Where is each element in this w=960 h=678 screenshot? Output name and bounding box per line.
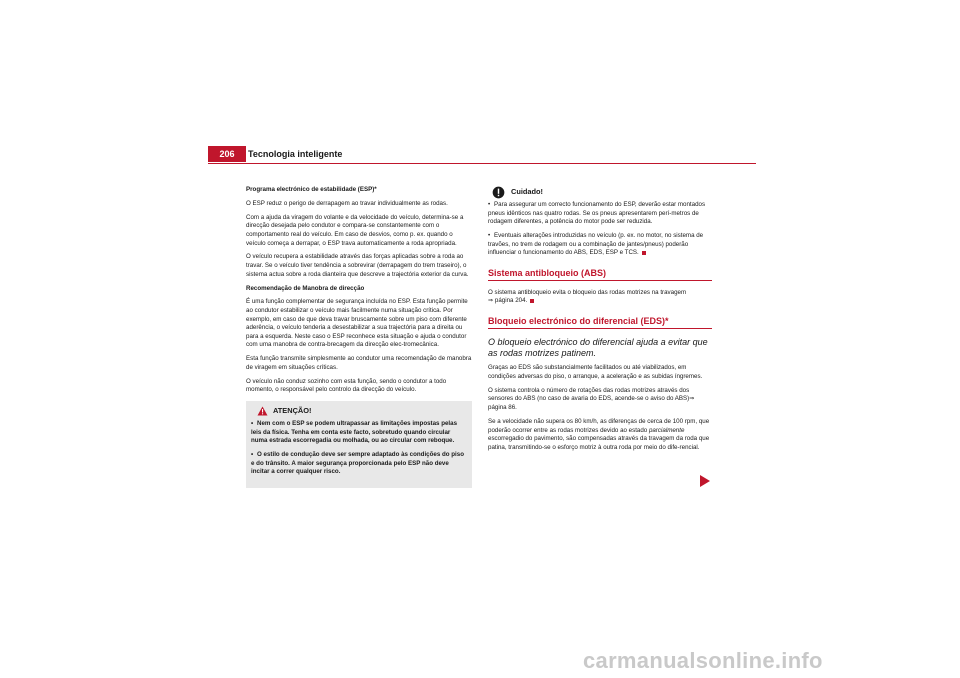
eds-paragraph-1: Graças ao EDS são substancialmente facilitados ou até viabilizados, em condições adversas do piso, o arranque, a aceleração e as subidas íngremes. xyxy=(488,364,703,380)
caution-title: Cuidado! xyxy=(511,187,544,197)
exclamation-circle-icon xyxy=(492,186,505,199)
warning-item: • Nem com o ESP se podem ultrapassar as limitações impostas pelas leis da física. Tenha em conta este facto, sobretudo quando circular numa estrada escorregadia ou molhada, ou ao circular com reboque. xyxy=(251,419,458,445)
manobra-heading: Recomendação de Manobra de direcção xyxy=(246,284,365,292)
abs-paragraph: O sistema antibloqueio evita o bloqueio das rodas motrizes na travagem ⇒ página 204. xyxy=(488,288,687,305)
bullet-icon: • xyxy=(488,232,491,240)
bullet-icon: • xyxy=(251,419,254,427)
caution-item: • Eventuais alterações introduzidas no veículo (p. ex. no motor, no sistema de travões, no trem de rodagem ou a combinação de jantes/pneus) poderão influenciar o funcionamento do ABS, EDS, ESP e TCS. xyxy=(488,232,704,257)
warning-item: • O estilo de condução deve ser sempre adaptado às condições do piso e do trânsito. A maior segurança proporcionada pelo ESP não deve incitar a correr qualquer risco. xyxy=(251,451,464,476)
warning-title: ATENÇÃO! xyxy=(273,405,312,415)
watermark: carmanualsonline.info xyxy=(583,648,823,673)
header-divider xyxy=(208,163,756,164)
right-column xyxy=(488,186,712,458)
manobra-paragraph-1: É uma função complementar de segurança incluída no ESP. Esta função permite ao condutor estabilizar o veículo mais facilmente numa situação crítica. Por exemplo, em caso de que deva travar bruscamente sobre um piso com diferente aderência, o veículo tenderia a desestabilizar a sua trajectória para a direita ou para a esquerda. Neste caso o ESP reconhece esta situação e ajuda o condutor com uma manobra de contra-brecagem da direcção elec-tromecânica. xyxy=(246,298,468,349)
esp-heading: Programa electrónico de estabilidade (ESP)* xyxy=(246,186,377,193)
left-column xyxy=(246,186,472,488)
end-of-section-icon xyxy=(642,251,646,255)
next-page-arrow-icon[interactable] xyxy=(700,475,710,487)
chapter-title: Tecnologia inteligente xyxy=(248,149,343,159)
manobra-paragraph-2: Esta função transmite simplesmente ao condutor uma recomendação de manobra de viragem em situações críticas. xyxy=(246,355,472,371)
eds-paragraph-2: O sistema controla o número de rotações das rodas motrizes através dos sensores do ABS (no caso de avaria do EDS, acende-se o aviso do ABS)⇒ página 86. xyxy=(488,386,695,412)
esp-paragraph-3: O veículo recupera a estabilidade através das forças aplicadas sobre a roda ao travar. Se o veículo tiver tendência a sobrevirar (derrapagem do trem traseiro), o sistema actua sobre a roda dianteira que descreve a trajectória exterior da curva. xyxy=(246,253,469,278)
abs-page-reference[interactable]: ⇒ página 204. xyxy=(488,297,528,305)
bullet-icon: • xyxy=(488,201,491,208)
esp-paragraph-1: O ESP reduz o perigo de derrapagem ao travar individualmente as rodas. xyxy=(246,199,448,207)
page-header xyxy=(208,146,756,164)
warning-box xyxy=(246,401,472,488)
eds-section-title: Bloqueio electrónico do diferencial (EDS)* xyxy=(488,316,669,327)
esp-paragraph-2: Com a ajuda da viragem do volante e da velocidade do veículo, determina-se a direcção desejada pelo condutor e compara-se constantemente com o comportamento real do veículo. Em caso de desvios, como p. ex. quando o veículo começa a derrapar, o ESP trava automaticamente a roda apropriada. xyxy=(246,213,464,247)
eds-paragraph-3: Se a velocidade não supera os 80 km/h, as diferenças de cerca de 100 rpm, que poderão ocorrer entre as rodas motrizes devido ao estado parcialmente escorregadio do pavimento, são compensadas através da travagem da roda que patina, transmitindo-se o esforço motriz à outra roda por meio do dife-rencial. xyxy=(488,417,710,451)
page-number: 206 xyxy=(208,146,246,162)
section-divider xyxy=(488,328,712,329)
warning-triangle-icon xyxy=(257,406,268,416)
abs-section-title: Sistema antibloqueio (ABS) xyxy=(488,267,607,278)
bullet-icon: • xyxy=(251,451,254,459)
caution-item: • Para assegurar um correcto funcionamento do ESP, deverão estar montados pneus idênticos nas quatro rodas. Se os pneus apresentarem perí-metros de rodagem diferentes, a potência do motor pode ser reduzida. xyxy=(488,201,706,226)
manobra-paragraph-3: O veículo não conduz sozinho com esta função, sendo o condutor a todo momento, o responsável pelo controlo da direcção do veículo. xyxy=(246,377,447,394)
warning-header xyxy=(257,406,467,416)
section-divider xyxy=(488,280,712,281)
caution-header xyxy=(492,186,712,199)
end-of-section-icon xyxy=(530,299,534,303)
eds-intro: O bloqueio electrónico do diferencial ajuda a evitar que as rodas motrizes patinem. xyxy=(488,337,708,359)
